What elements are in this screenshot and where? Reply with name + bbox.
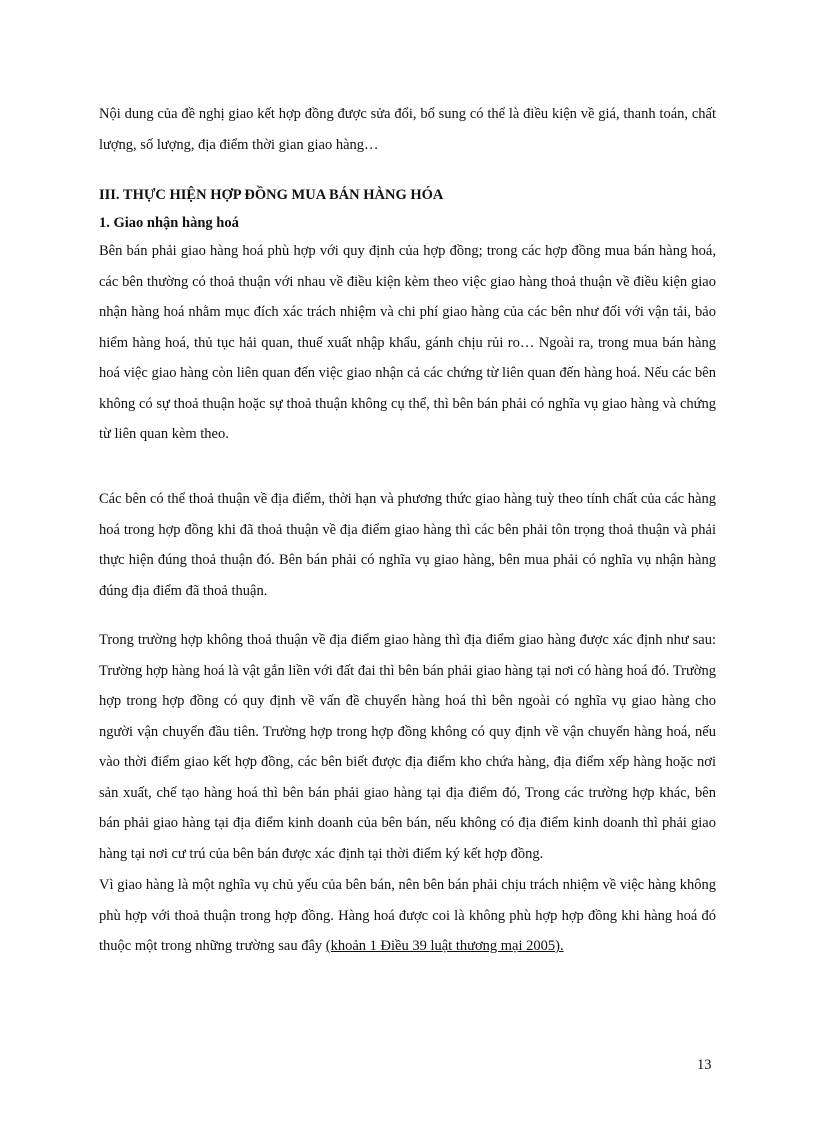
page-number: 13	[697, 1057, 712, 1073]
paragraph-proposal-content	[99, 99, 716, 160]
paragraph-delivery-obligation	[99, 236, 716, 450]
paragraph-nonconformity	[99, 870, 716, 962]
section-heading: III. THỰC HIỆN HỢP ĐỒNG MUA BÁN HÀNG HÓA	[99, 187, 444, 203]
paragraph-text: Vì giao hàng là một nghĩa vụ chủ yếu của bên bán, nên bên bán phải chịu trách nhiệm về việc hàng không phù hợp với thoả thuận trong hợp đồng. Hàng hoá được coi là không phù hợp hợp đồng khi hàng hoá đó thuộc một trong những trường sau đây	[99, 877, 716, 954]
sub-heading: 1. Giao nhận hàng hoá	[99, 215, 239, 231]
paragraph-text: Trong trường hợp không thoả thuận về địa điểm giao hàng thì địa điểm giao hàng được xác định như sau: Trường hợp hàng hoá là vật gắn liền với đất đai thì bên bán phải giao hàng tại nơi có hàng hoá đó. Trường hợp trong hợp đồng có quy định về vấn đề chuyển hàng hoá thì bên ngoài có nghĩa vụ giao hàng cho người vận chuyển đầu tiên. Trường hợp trong hợp đồng không có quy định về vận chuyển hàng hoá, nếu vào thời điểm giao kết hợp đồng, các bên biết được địa điểm kho chứa hàng, địa điểm xếp hàng hoặc nơi sản xuất, chế tạo hàng hoá thì bên bán phải giao hàng tại địa điểm đó, Trong các trường hợp khác, bên bán phải giao hàng tại địa điểm kinh doanh của bên bán, nếu không có địa điểm kinh doanh thì phải giao hàng tại nơi cư trú của bên bán được xác định tại thời điểm ký kết hợp đồng.	[99, 632, 716, 862]
law-reference-link[interactable]: (khoản 1 Điều 39 luật thương mại 2005).	[325, 938, 564, 954]
paragraph-delivery-location	[99, 625, 716, 869]
paragraph-text: Nội dung của đề nghị giao kết hợp đồng được sửa đổi, bổ sung có thể là điều kiện về giá, thanh toán, chất lượng, số lượng, địa điểm thời gian giao hàng…	[99, 106, 716, 153]
paragraph-text: Bên bán phải giao hàng hoá phù hợp với quy định của hợp đồng; trong các hợp đồng mua bán hàng hoá, các bên thường có thoả thuận với nhau về điều kiện kèm theo việc giao hàng thoả thuận về điều kiện giao nhận hàng hoá nhằm mục đích xác trách nhiệm và chi phí giao hàng của các bên như đối với vận tải, bảo hiểm hàng hoá, thủ tục hải quan, thuế xuất nhập khẩu, gánh chịu rủi ro… Ngoài ra, trong mua bán hàng hoá việc giao hàng còn liên quan đến việc giao nhận cả các chứng từ liên quan đến hàng hoá. Nếu các bên không có sự thoả thuận hoặc sự thoả thuận không cụ thể, thì bên bán phải có nghĩa vụ giao hàng và chứng từ liên quan kèm theo.	[99, 243, 716, 442]
paragraph-delivery-agreement	[99, 484, 716, 606]
paragraph-text: Các bên có thể thoả thuận về địa điểm, thời hạn và phương thức giao hàng tuỳ theo tính chất của các hàng hoá trong hợp đồng khi đã thoả thuận về địa điểm giao hàng thì các bên phải tôn trọng thoả thuận và phải thực hiện đúng thoả thuận đó. Bên bán phải có nghĩa vụ giao hàng, bên mua phải có nghĩa vụ nhận hàng đúng địa điểm đã thoả thuận.	[99, 491, 716, 599]
